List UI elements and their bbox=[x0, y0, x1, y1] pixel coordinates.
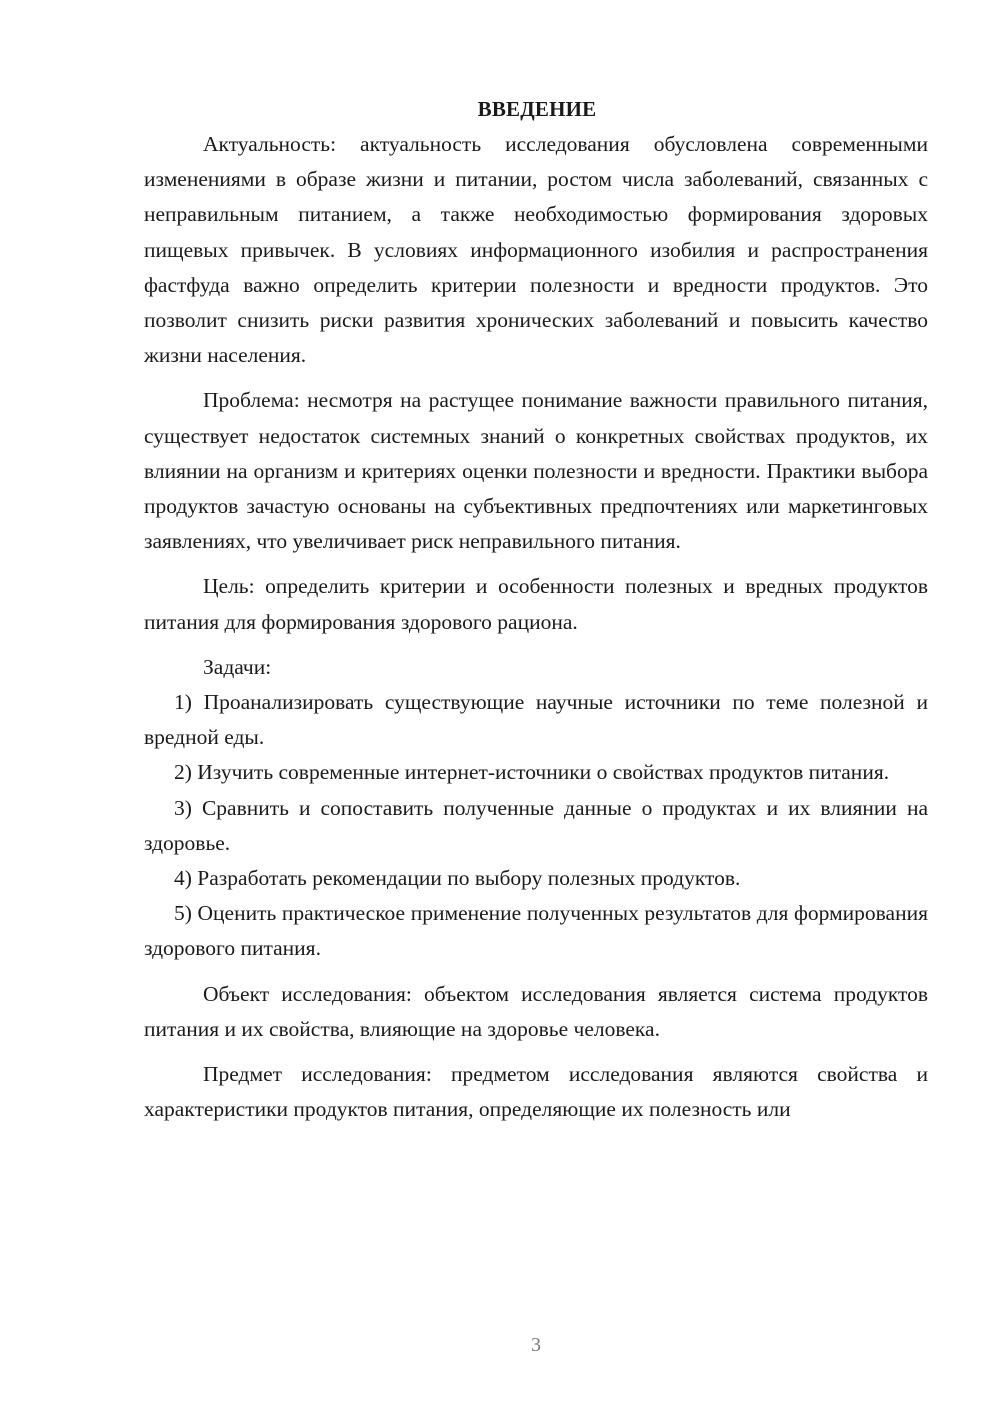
page-number: 3 bbox=[531, 1334, 541, 1356]
task-item-1: 1) Проанализировать существующие научные источники по теме полезной и вредной еды. bbox=[144, 690, 928, 750]
tasks-heading: Задачи: bbox=[203, 654, 272, 679]
task-item-3: 3) Сравнить и сопоставить полученные данные о продуктах и их влиянии на здоровье. bbox=[144, 795, 928, 855]
subject-paragraph: Предмет исследования: предметом исследования являются свойства и характеристики продуктов питания, определяющие их полезность или bbox=[144, 1062, 928, 1122]
task-item-5: 5) Оценить практическое применение полученных результатов для формирования здорового питания. bbox=[144, 901, 928, 961]
object-paragraph: Объект исследования: объектом исследования является система продуктов питания и их свойства, влияющие на здоровье человека. bbox=[144, 981, 928, 1041]
goal-paragraph: Цель: определить критерии и особенности полезных и вредных продуктов питания для формирования здорового рациона. bbox=[144, 574, 928, 634]
problem-paragraph: Проблема: несмотря на растущее понимание важности правильного питания, существует недостаток системных знаний о конкретных свойствах продуктов, их влиянии на организм и критериях оценки полезности и вредности. Практики выбора продуктов зачастую основаны на субъективных предпочтениях или маркетинговых заявлениях, что увеличивает риск неправильного питания. bbox=[144, 388, 928, 554]
task-item-4: 4) Разработать рекомендации по выбору полезных продуктов. bbox=[174, 866, 741, 891]
document-page bbox=[144, 92, 928, 1127]
page-title: ВВЕДЕНИЕ bbox=[477, 97, 597, 121]
task-item-2: 2) Изучить современные интернет-источники о свойствах продуктов питания. bbox=[174, 760, 890, 785]
relevance-paragraph: Актуальность: актуальность исследования обусловлена современными изменениями в образе жизни и питании, ростом числа заболеваний, связанных с неправильным питанием, а также необходимостью формирования здоровых пищевых привычек. В условиях информационного изобилия и распространения фастфуда важно определить критерии полезности и вредности продуктов. Это позволит снизить риски развития хронических заболеваний и повысить качество жизни населения. bbox=[144, 132, 928, 368]
